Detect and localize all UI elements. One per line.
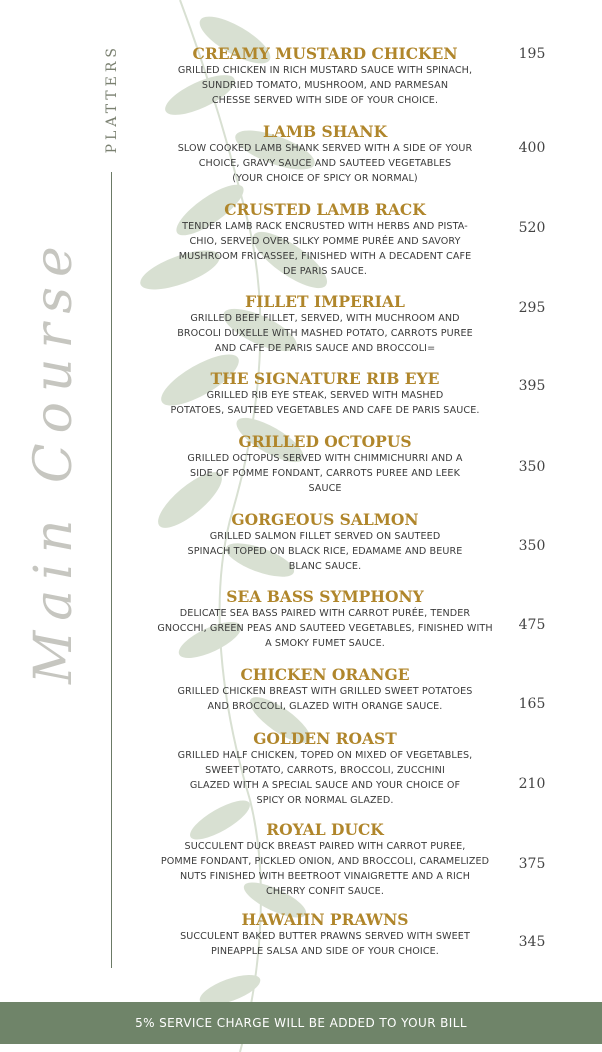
item-description: SUCCULENT BAKED BUTTER PRAWNS SERVED WITH SWEET PINEAPPLE SALSA AND SIDE OF YOUR CHOICE. — [180, 931, 470, 957]
item-description: GRILLED RIB EYE STEAK, SERVED WITH MASHED POTATOES, SAUTEED VEGETABLES AND CAFE DE PARIS SAUCE. — [170, 390, 480, 416]
menu-item — [140, 44, 510, 108]
menu-item — [140, 200, 510, 279]
item-price: 295 — [518, 300, 546, 316]
item-description: GRILLED CHICKEN IN RICH MUSTARD SAUCE WITH SPINACH, SUNDRIED TOMATO, MUSHROOM, AND PARMESAN CHESSE SERVED WITH SIDE OF YOUR CHOICE. — [177, 65, 473, 106]
item-price: 395 — [518, 378, 546, 394]
item-name: LAMB SHANK — [262, 122, 388, 141]
menu-item — [140, 122, 510, 186]
platters-side-label: PLATTERS — [104, 44, 120, 154]
main-course-title-text: Main Course — [24, 236, 84, 684]
item-name: CREAMY MUSTARD CHICKEN — [192, 44, 458, 63]
item-price: 165 — [518, 696, 546, 712]
item-price: 350 — [518, 459, 546, 475]
menu-item — [140, 910, 510, 959]
item-price: 475 — [518, 617, 546, 633]
item-name: CRUSTED LAMB RACK — [224, 200, 426, 219]
item-description: TENDER LAMB RACK ENCRUSTED WITH HERBS AND PISTA- CHIO, SERVED OVER SILKY POMME PURÉE AND SAVORY MUSHROOM FRICASSEE, FINISHED WITH A DECADENT CAFE DE PARIS SAUCE. — [178, 221, 472, 277]
item-name: GORGEOUS SALMON — [231, 510, 419, 529]
item-description: GRILLED SALMON FILLET SERVED ON SAUTEED SPINACH TOPED ON BLACK RICE, EDAMAME AND BEURE BLANC SAUCE. — [187, 531, 463, 572]
menu-item — [140, 510, 510, 574]
item-description: SUCCULENT DUCK BREAST PAIRED WITH CARROT PUREE, POMME FONDANT, PICKLED ONION, AND BROCCOLI, CARAMELIZED NUTS FINISHED WITH BEETROOT VINAIGRETTE AND A RICH CHERRY CONFIT SAUCE. — [160, 841, 490, 897]
menu-item — [140, 369, 510, 418]
menu-item — [140, 729, 510, 808]
service-charge-footer: 5% SERVICE CHARGE WILL BE ADDED TO YOUR BILL — [0, 1002, 602, 1044]
menu-item — [140, 665, 510, 714]
item-name: GOLDEN ROAST — [253, 729, 397, 748]
item-description: GRILLED HALF CHICKEN, TOPED ON MIXED OF VEGETABLES, SWEET POTATO, CARROTS, BROCCOLI, ZUCCHINI GLAZED WITH A SPECIAL SAUCE AND YOUR CHOICE OF SPICY OR NORMAL GLAZED. — [177, 750, 473, 806]
menu-item — [140, 587, 510, 651]
item-description: DELICATE SEA BASS PAIRED WITH CARROT PURÉE, TENDER GNOCCHI, GREEN PEAS AND SAUTEED VEGETABLES, FINISHED WITH A SMOKY FUMET SAUCE. — [157, 608, 493, 649]
item-name: CHICKEN ORANGE — [240, 665, 410, 684]
item-price: 400 — [518, 140, 546, 156]
side-divider-line — [111, 172, 112, 968]
menu-item — [140, 292, 510, 356]
item-description: GRILLED BEEF FILLET, SERVED, WITH MUCHROOM AND BROCOLI DUXELLE WITH MASHED POTATO, CARROTS PUREE AND CAFE DE PARIS SAUCE AND BROCCOLI= — [177, 313, 473, 354]
item-name: ROYAL DUCK — [266, 820, 384, 839]
item-description: GRILLED CHICKEN BREAST WITH GRILLED SWEET POTATOES AND BROCCOLI, GLAZED WITH ORANGE SAUCE. — [177, 686, 473, 712]
item-name: THE SIGNATURE RIB EYE — [210, 369, 440, 388]
item-description: SLOW COOKED LAMB SHANK SERVED WITH A SIDE OF YOUR CHOICE, GRAVY SAUCE AND SAUTEED VEGETABLES (YOUR CHOICE OF SPICY OR NORMAL) — [177, 143, 473, 184]
item-price: 210 — [518, 776, 546, 792]
item-price: 520 — [518, 220, 546, 236]
item-price: 375 — [518, 856, 546, 872]
item-name: HAWAIIN PRAWNS — [241, 910, 409, 929]
item-name: FILLET IMPERIAL — [245, 292, 405, 311]
item-price: 345 — [518, 934, 546, 950]
item-price: 350 — [518, 538, 546, 554]
item-price: 195 — [518, 46, 546, 62]
item-name: GRILLED OCTOPUS — [238, 432, 412, 451]
item-name: SEA BASS SYMPHONY — [226, 587, 424, 606]
menu-item — [140, 820, 510, 899]
item-description: GRILLED OCTOPUS SERVED WITH CHIMMICHURRI AND A SIDE OF POMME FONDANT, CARROTS PUREE AND LEEK SAUCE — [187, 453, 463, 494]
menu-item — [140, 432, 510, 496]
